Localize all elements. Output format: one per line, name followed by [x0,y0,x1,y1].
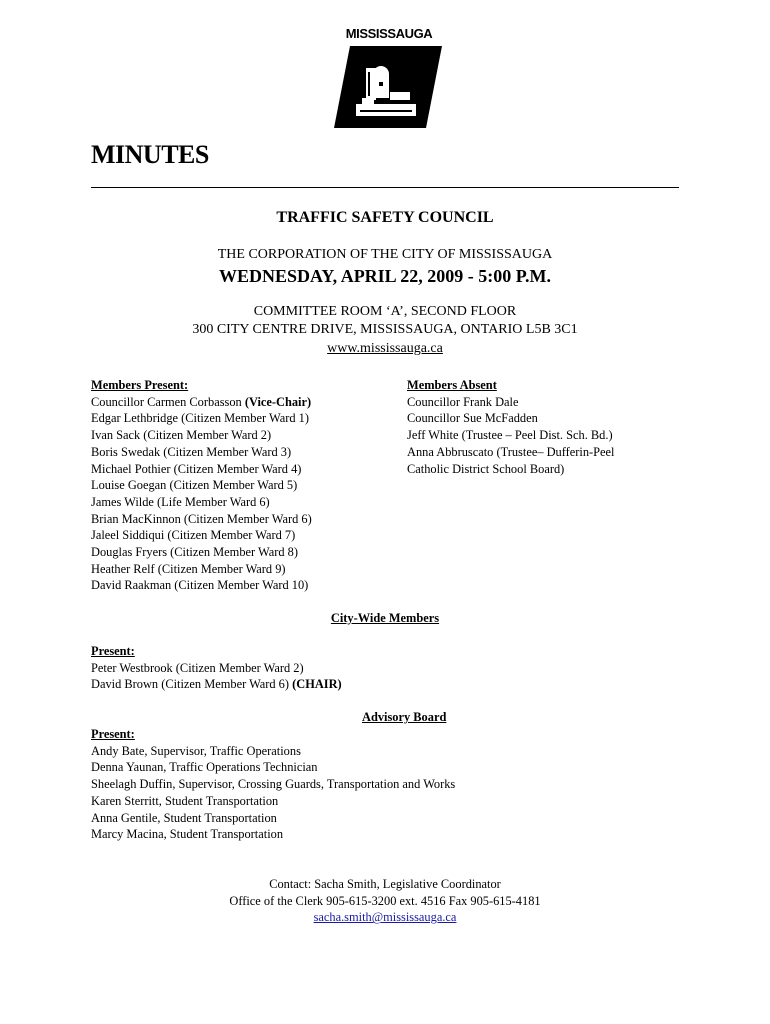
vice-chair-role: (Vice-Chair) [244,394,312,409]
mississauga-logo [330,26,448,130]
members-absent-list [407,377,687,477]
list-item: Councillor Sue McFadden [407,411,538,426]
list-item: Andy Bate, Supervisor, Traffic Operations [91,743,301,758]
list-item: Anna Gentile, Student Transportation [91,810,277,825]
list-item: Heather Relf (Citizen Member Ward 9) [91,561,286,576]
list-item: Michael Pothier (Citizen Member Ward 4) [91,461,302,476]
clerk-phone-line: Office of the Clerk 905-615-3200 ext. 4516 Fax 905-615-4181 [229,893,541,908]
advisory-board-list [91,726,455,843]
members-absent-heading: Members Absent [407,378,497,392]
member-name: David Brown (Citizen Member Ward 6) [91,677,290,692]
members-present-list [91,377,391,594]
list-item [91,676,342,693]
title-divider [91,187,679,188]
list-item: Louise Goegan (Citizen Member Ward 5) [91,478,298,493]
website-link[interactable]: www.mississauga.ca [327,341,443,356]
advisory-present-label: Present: [91,727,135,741]
list-item: David Raakman (Citizen Member Ward 10) [91,578,309,593]
city-wide-heading: City-Wide Members [330,611,440,625]
page-title: MINUTES [91,140,209,169]
list-item: Boris Swedak (Citizen Member Ward 3) [91,444,292,459]
contact-block [0,876,770,926]
city-hall-emblem-icon [330,42,448,130]
list-item: Denna Yaunan, Traffic Operations Technician [91,760,318,775]
list-item: Catholic District School Board) [407,461,565,476]
list-item: Sheelagh Duffin, Supervisor, Crossing Guards, Transportation and Works [91,777,456,792]
council-name: TRAFFIC SAFETY COUNCIL [276,209,494,226]
list-item: Anna Abbruscato (Trustee– Dufferin-Peel [407,444,615,459]
contact-line: Contact: Sacha Smith, Legislative Coordinator [269,877,501,891]
member-name: Councillor Carmen Corbasson [91,394,242,409]
list-item: Brian MacKinnon (Citizen Member Ward 6) [91,511,312,526]
meeting-address: 300 CITY CENTRE DRIVE, MISSISSAUGA, ONTARIO L5B 3C1 [192,322,578,337]
chair-role: (CHAIR) [292,677,342,692]
meeting-date: WEDNESDAY, APRIL 22, 2009 - 5:00 P.M. [218,266,552,286]
list-item [91,394,391,411]
city-wide-list [91,643,342,693]
meeting-room: COMMITTEE ROOM ‘A’, SECOND FLOOR [253,304,517,319]
city-wide-present-label: Present: [91,644,135,658]
logo-text: MISSISSAUGA [345,26,433,41]
list-item: Marcy Macina, Student Transportation [91,827,284,842]
advisory-board-heading: Advisory Board [362,710,447,724]
list-item: Jaleel Siddiqui (Citizen Member Ward 7) [91,528,296,543]
members-present-heading: Members Present: [91,378,189,392]
list-item: Edgar Lethbridge (Citizen Member Ward 1) [91,411,309,426]
list-item: James Wilde (Life Member Ward 6) [91,494,270,509]
list-item: Peter Westbrook (Citizen Member Ward 2) [91,660,304,675]
corporation-name: THE CORPORATION OF THE CITY OF MISSISSAUGA [217,247,553,262]
list-item: Jeff White (Trustee – Peel Dist. Sch. Bd.) [407,428,613,443]
list-item: Councillor Frank Dale [407,394,519,409]
list-item: Ivan Sack (Citizen Member Ward 2) [91,428,272,443]
list-item: Douglas Fryers (Citizen Member Ward 8) [91,545,298,560]
list-item: Karen Sterritt, Student Transportation [91,793,279,808]
contact-email-link[interactable]: sacha.smith@mississauga.ca [313,910,457,925]
